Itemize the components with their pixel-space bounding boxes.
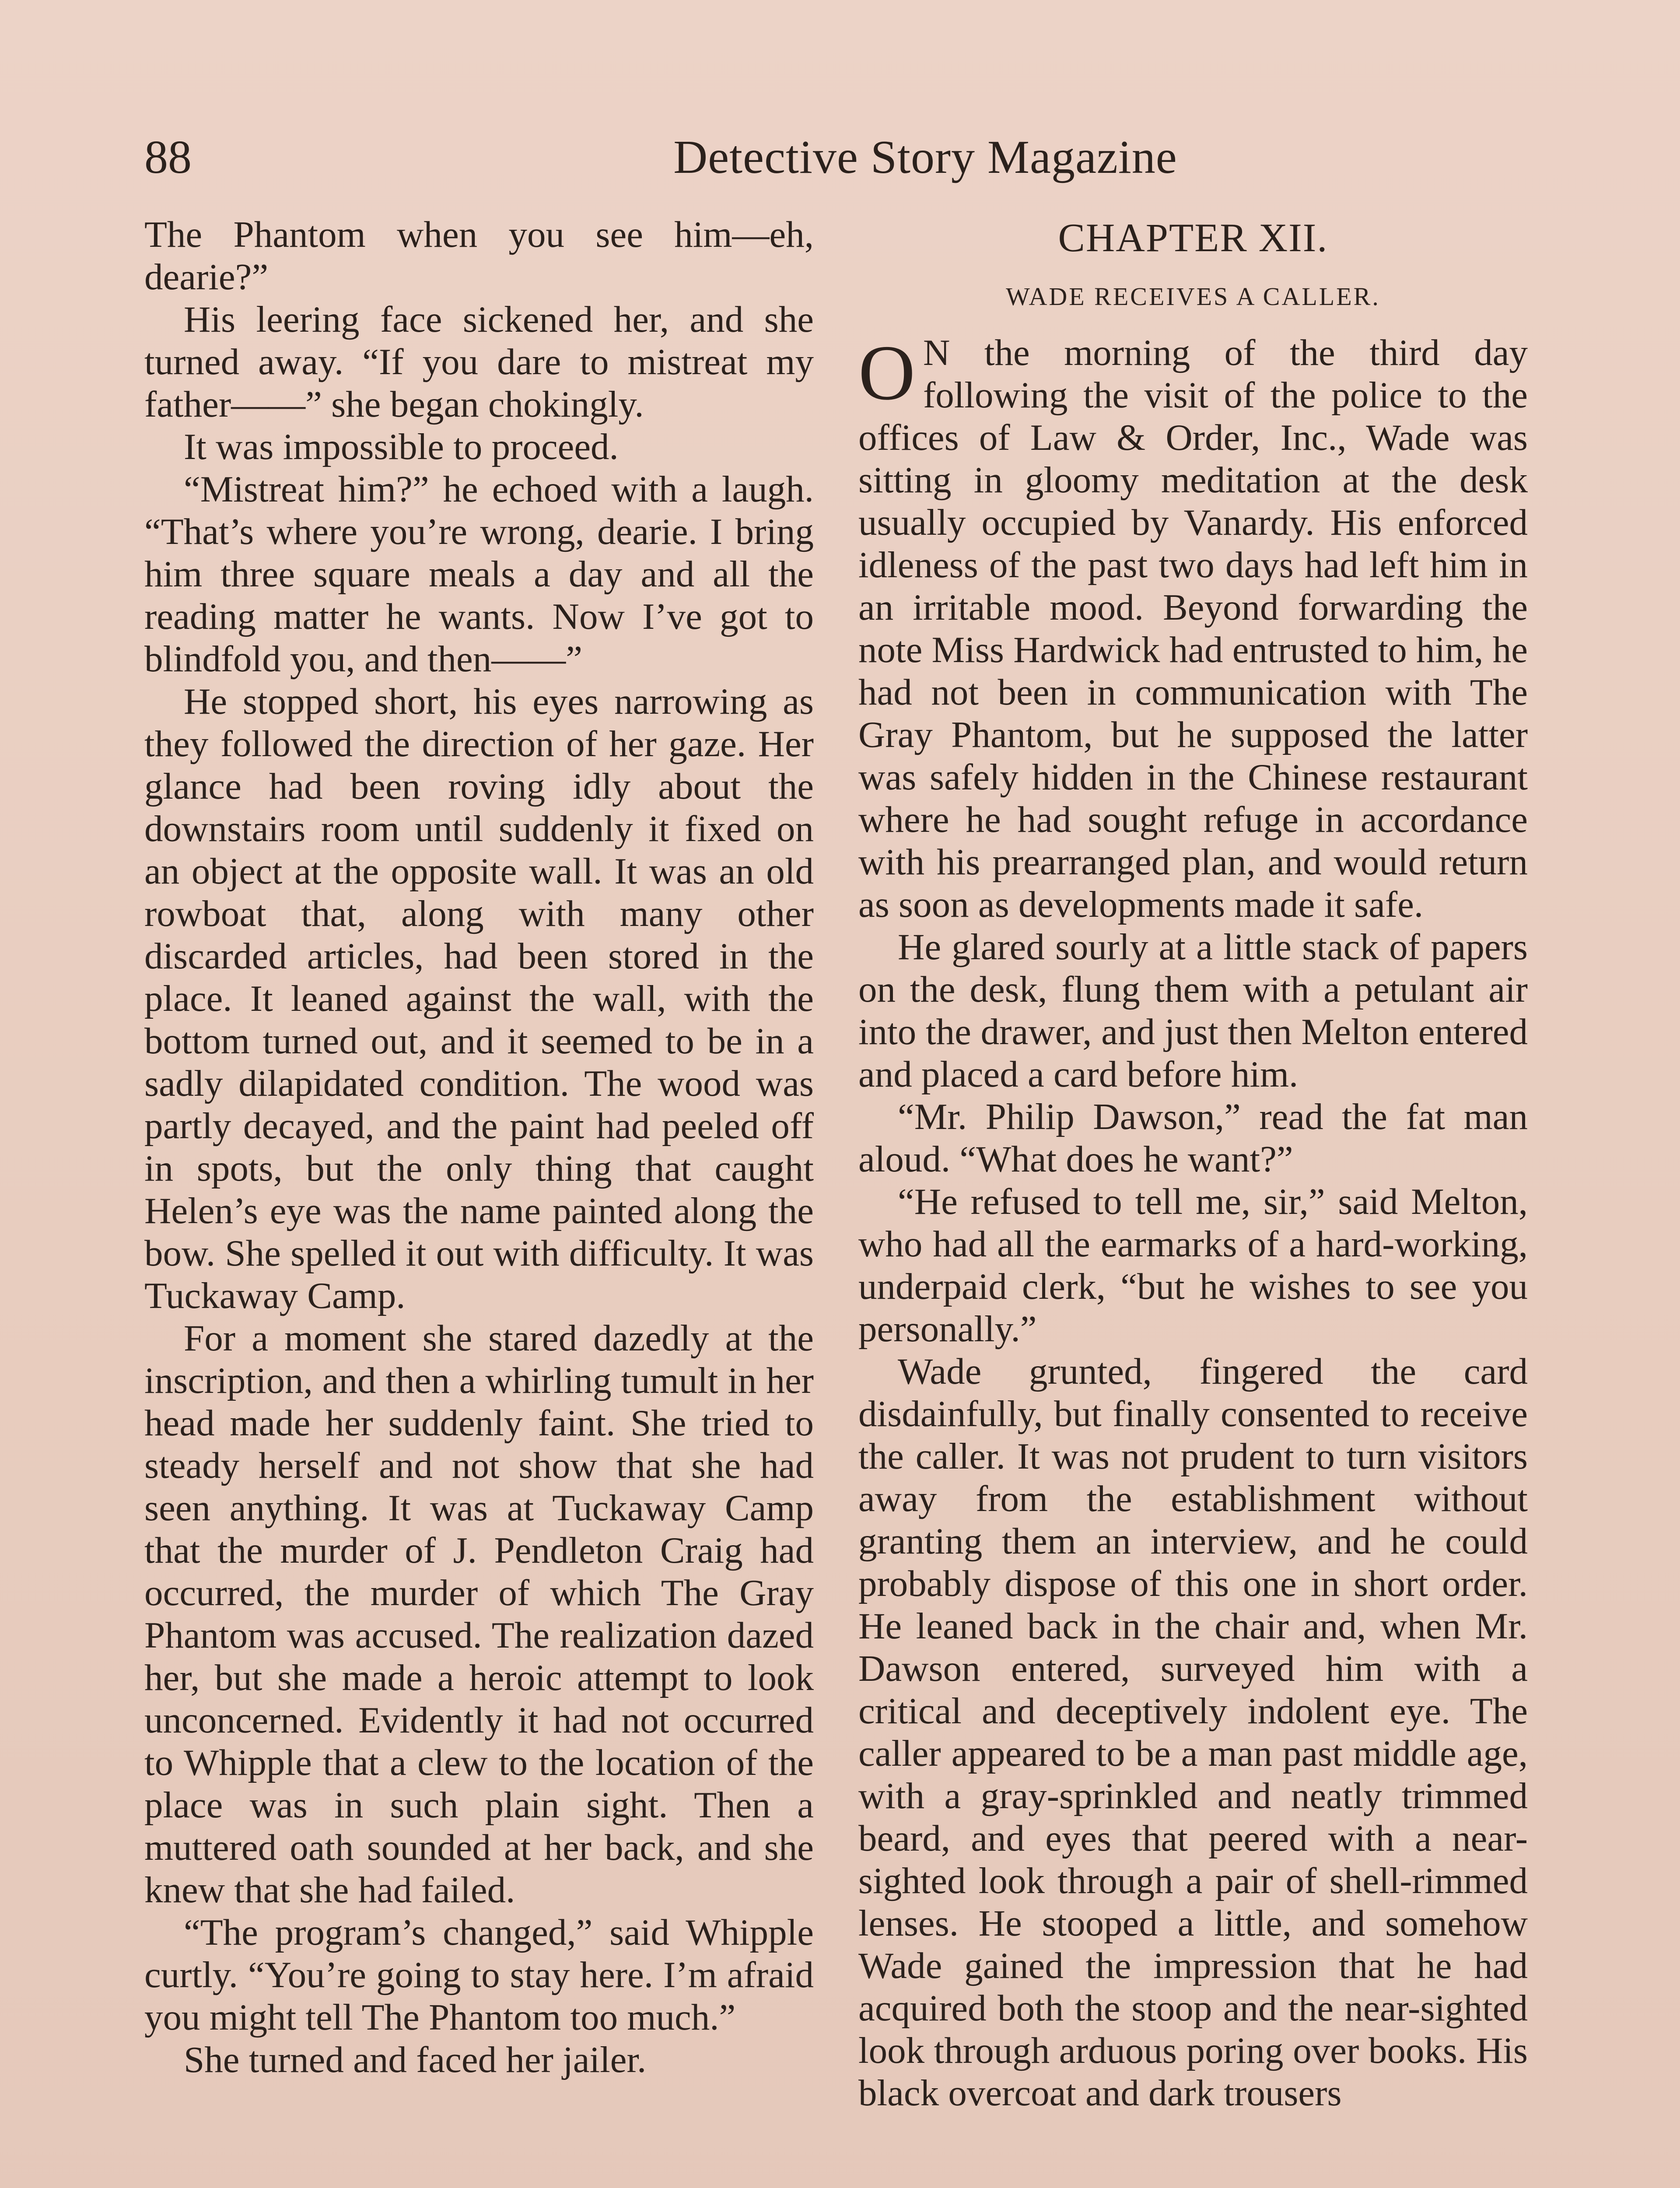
page-number: 88: [144, 131, 192, 183]
paragraph: “He refused to tell me, sir,” said Melton, who had all the earmarks of a hard-working, underpaid clerk, “but he wishes to see you personally.”: [858, 1181, 1528, 1350]
opening-text: N the morning of the third day following the visit of the police to the offices of Law & Order, Inc., Wade was sitting in gloomy meditation at the desk usually occupied by Vanardy. His enforced idleness of the past two days had left him in an irritable mood. Beyond forwarding the note Miss Hardwick had entrusted to him, he had not been in communication with The Gray Phantom, but he supposed the latter was safely hidden in the Chinese restaurant where he had sought refuge in accordance with his prearranged plan, and would return as soon as developments made it safe.: [858, 332, 1528, 925]
paragraph: The Phantom when you see him—eh, dearie?”: [144, 214, 814, 298]
paragraph: He glared sourly at a little stack of papers on the desk, flung them with a petulant air into the drawer, and just then Melton entered and placed a card before him.: [858, 926, 1528, 1095]
paragraph: He stopped short, his eyes narrowing as they followed the direction of her gaze. Her glance had been roving idly about the downstairs room until suddenly it fixed on an object at the opposite wall. It was an old rowboat that, along with many other discarded articles, had been stored in the place. It leaned against the wall, with the bottom turned out, and it seemed to be in a sadly dilapidated condition. The wood was partly decayed, and the paint had peeled off in spots, but the only thing that caught Helen’s eye was the name painted along the bow. She spelled it out with difficulty. It was Tuckaway Camp.: [144, 681, 814, 1316]
right-column: [858, 214, 1528, 2114]
paragraph: “The program’s changed,” said Whipple curtly. “You’re going to stay here. I’m afraid you might tell The Phantom too much.”: [144, 1912, 814, 2038]
paragraph: She turned and faced her jailer.: [184, 2039, 647, 2080]
paragraph: “Mistreat him?” he echoed with a laugh. “That’s where you’re wrong, dearie. I bring him three square meals a day and all the reading matter he wants. Now I’ve got to blindfold you, and then——”: [144, 469, 814, 680]
paragraph: “Mr. Philip Dawson,” read the fat man aloud. “What does he want?”: [858, 1096, 1528, 1180]
paragraph: For a moment she stared dazedly at the inscription, and then a whirling tumult in her head made her suddenly faint. She tried to steady herself and not show that she had seen anything. It was at Tuckaway Camp that the murder of J. Pendleton Craig had occurred, the murder of which The Gray Phantom was accused. The realization dazed her, but she made a heroic attempt to look unconcerned. Evidently it had not occurred to Whipple that a clew to the location of the place was in such plain sight. Then a muttered oath sounded at her back, and she knew that she had failed.: [144, 1318, 814, 1911]
paragraph: His leering face sickened her, and she turned away. “If you dare to mistreat my father——” she began chokingly.: [144, 299, 814, 425]
drop-cap: O: [858, 329, 915, 416]
paragraph: Wade grunted, fingered the card disdainfully, but finally consented to receive the caller. It was not prudent to turn visitors away from the establishment without granting them an interview, and he could probably dispose of this one in short order. He leaned back in the chair and, when Mr. Dawson entered, surveyed him with a critical and deceptively indolent eye. The caller appeared to be a man past middle age, with a gray-sprinkled and neatly trimmed beard, and eyes that peered with a near-sighted look through a pair of shell-rimmed lenses. He stooped a little, and somehow Wade gained the impression that he had acquired both the stoop and the near-sighted look through arduous poring over books. His black overcoat and dark trousers: [858, 1351, 1528, 2114]
chapter-heading: CHAPTER XII.: [1058, 215, 1328, 260]
chapter-opening-paragraph: [858, 329, 1528, 926]
running-header: [144, 127, 1536, 188]
magazine-title: Detective Story Magazine: [673, 131, 1177, 183]
paragraph: It was impossible to proceed.: [184, 426, 619, 467]
left-column: [144, 214, 814, 2081]
chapter-subtitle: WADE RECEIVES A CALLER.: [1006, 282, 1380, 311]
